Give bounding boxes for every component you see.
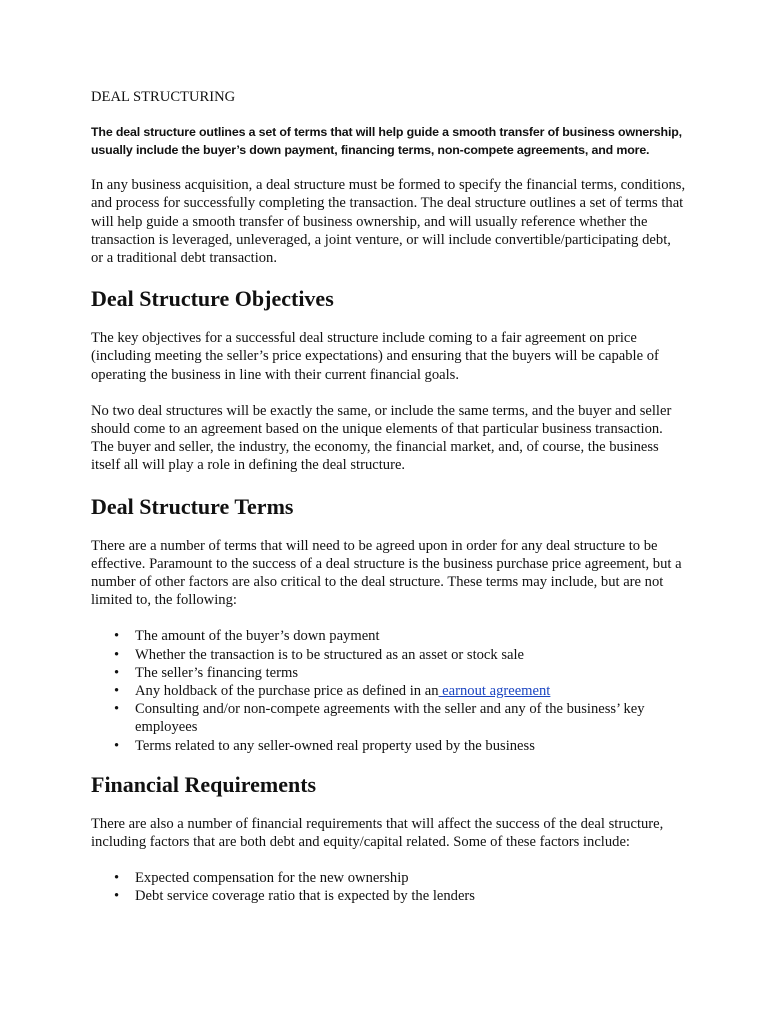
financial-paragraph: There are also a number of financial requirements that will affect the success of the deal structure, including factors that are both debt and equity/capital related. Some of these factors include:: [91, 815, 664, 851]
list-item: • Terms related to any seller-owned real property used by the business: [135, 737, 686, 755]
list-item: • Whether the transaction is to be structured as an asset or stock sale: [135, 646, 686, 664]
terms-paragraph: There are a number of terms that will need to be agreed upon in order for any deal structure to be effective. Paramount to the success of a deal structure is the business purchase price agreement, but a number of other factors are also critical to the deal structure. These terms may include, but are not limited to, the following:: [91, 537, 682, 609]
section-heading-objectives: Deal Structure Objectives: [91, 286, 334, 312]
document-body: [91, 88, 686, 922]
lead-paragraph: The deal structure outlines a set of terms that will help guide a smooth transfer of business ownership, usually include the buyer’s down payment, financing terms, non-compete agreements, and more.: [91, 125, 682, 158]
list-item: • The seller’s financing terms: [135, 664, 686, 682]
earnout-agreement-link[interactable]: earnout agreement: [438, 683, 551, 700]
list-item: • Consulting and/or non-compete agreements with the seller and any of the business’ key employees: [135, 700, 686, 736]
holdback-text: Any holdback of the purchase price as defined in an: [135, 683, 439, 700]
intro-paragraph: In any business acquisition, a deal structure must be formed to specify the financial terms, conditions, and process for successfully completing the transaction. The deal structure outlines a set of terms that will help guide a smooth transfer of business ownership, and will usually reference whether the transaction is leveraged, unleveraged, a joint venture, or will include convertible/participating debt, or a traditional debt transaction.: [91, 177, 686, 267]
document-title: DEAL STRUCTURING: [91, 89, 236, 105]
objectives-paragraph: The key objectives for a successful deal structure include coming to a fair agreement on price (including meeting the seller’s price expectations) and ensuring that the buyers will be capable of operating the business in line with their current financial goals.: [91, 330, 659, 383]
list-item: • Expected compensation for the new ownership: [135, 869, 686, 887]
list-item-holdback: [135, 682, 686, 700]
terms-bullet-list: [91, 627, 686, 754]
section-heading-financial: Financial Requirements: [91, 771, 317, 797]
list-item: • The amount of the buyer’s down payment: [135, 627, 686, 645]
list-item: • Debt service coverage ratio that is expected by the lenders: [135, 887, 686, 905]
financial-bullet-list: [91, 869, 686, 905]
objectives-paragraph: No two deal structures will be exactly the same, or include the same terms, and the buyer and seller should come to an agreement based on the unique elements of that particular business transaction. The buyer and seller, the industry, the economy, the financial market, and, of course, the business itself all will play a role in defining the deal structure.: [91, 402, 672, 474]
section-heading-terms: Deal Structure Terms: [91, 493, 294, 519]
